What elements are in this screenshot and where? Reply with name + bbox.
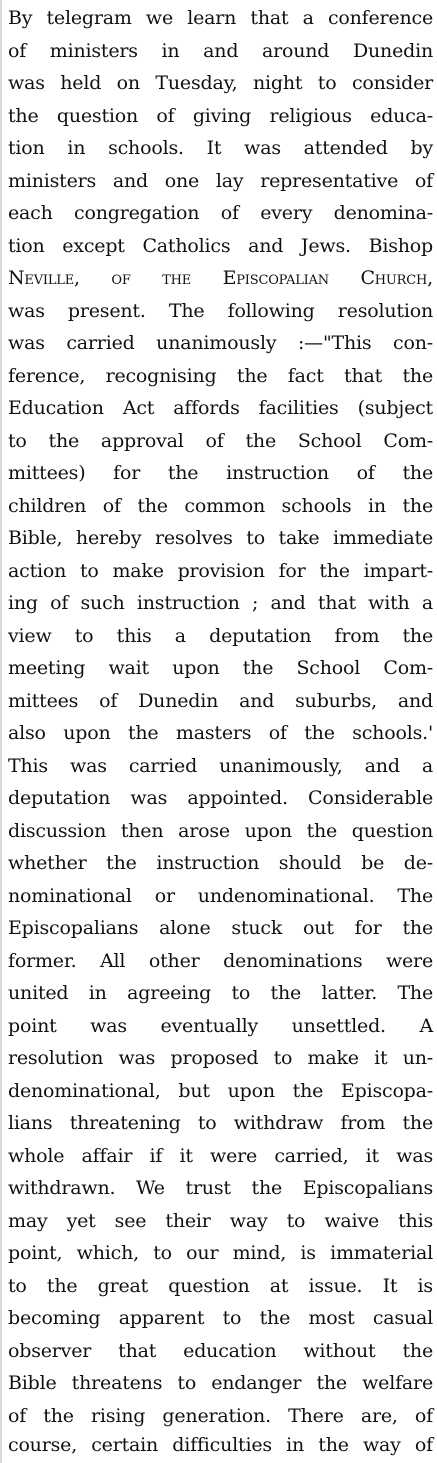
article-line: Bible threatens to endanger the welfare <box>8 1372 433 1394</box>
article-line: tion in schools. It was attended by <box>8 137 433 159</box>
article-line: meeting wait upon the School Com- <box>8 657 433 679</box>
article-line: discussion then arose upon the question <box>8 819 433 842</box>
article-line: Bible, hereby resolves to take immediate <box>8 527 433 549</box>
article-line: view to this a deputation from the <box>8 624 433 647</box>
article-line: resolution was proposed to make it un- <box>8 1047 433 1069</box>
article-line: of ministers in and around Dunedin <box>8 39 433 62</box>
article-line: By telegram we learn that a conference <box>8 7 433 29</box>
article-line: becoming apparent to the most casual <box>8 1307 433 1329</box>
article-line: mittees) for the instruction of the <box>8 462 433 484</box>
article-line: point was eventually unsettled. A <box>8 1014 433 1037</box>
article-line: action to make provision for the impart- <box>8 559 433 582</box>
article-line: of the rising generation. There are, of <box>8 1404 433 1427</box>
article-line: united in agreeing to the latter. The <box>8 982 433 1004</box>
article-line: was carried unanimously :—"This con- <box>8 332 433 354</box>
article-line: may yet see their way to waive this <box>8 1209 433 1232</box>
article-line: the question of giving religious educa- <box>8 104 433 127</box>
article-line: whether the instruction should be de- <box>8 852 433 874</box>
article-line: each congregation of every denomina- <box>8 202 433 224</box>
article-line: deputation was appointed. Considerable <box>8 787 433 809</box>
article-line: Neville, of the Episcopalian Church, <box>8 267 433 289</box>
article-line: ference, recognising the fact that the <box>8 364 433 387</box>
article-line: also upon the masters of the schools.' <box>8 722 433 744</box>
article-line: Episcopalians alone stuck out for the <box>8 917 433 939</box>
column-rule <box>0 0 2 1463</box>
article-line: former. All other denominations were <box>8 949 433 972</box>
article-line: ing of such instruction ; and that with a <box>8 592 433 614</box>
article-line: course, certain difficulties in the way of <box>8 1434 433 1456</box>
article-line: tion except Catholics and Jews. Bishop <box>8 234 433 257</box>
article-line: was present. The following resolution <box>8 299 433 322</box>
article-line: lians threatening to withdraw from the <box>8 1112 433 1134</box>
article-line: Education Act affords facilities (subject <box>8 397 433 419</box>
article-line: nominational or undenominational. The <box>8 884 433 907</box>
article-line: point, which, to our mind, is immaterial <box>8 1242 433 1264</box>
article-line: to the great question at issue. It is <box>8 1274 433 1297</box>
article-line: to the approval of the School Com- <box>8 429 433 452</box>
article-line: mittees of Dunedin and suburbs, and <box>8 689 433 712</box>
article-line: observer that education without the <box>8 1339 433 1362</box>
article-line: ministers and one lay representative of <box>8 169 433 192</box>
article-line: was held on Tuesday, night to consider <box>8 72 433 94</box>
article-line: whole affair if it were carried, it was <box>8 1144 433 1167</box>
article-line: This was carried unanimously, and a <box>8 754 433 777</box>
article-line: withdrawn. We trust the Episcopalians <box>8 1177 433 1199</box>
article-line: children of the common schools in the <box>8 494 433 517</box>
article-line: denominational, but upon the Episcopa- <box>8 1079 433 1102</box>
